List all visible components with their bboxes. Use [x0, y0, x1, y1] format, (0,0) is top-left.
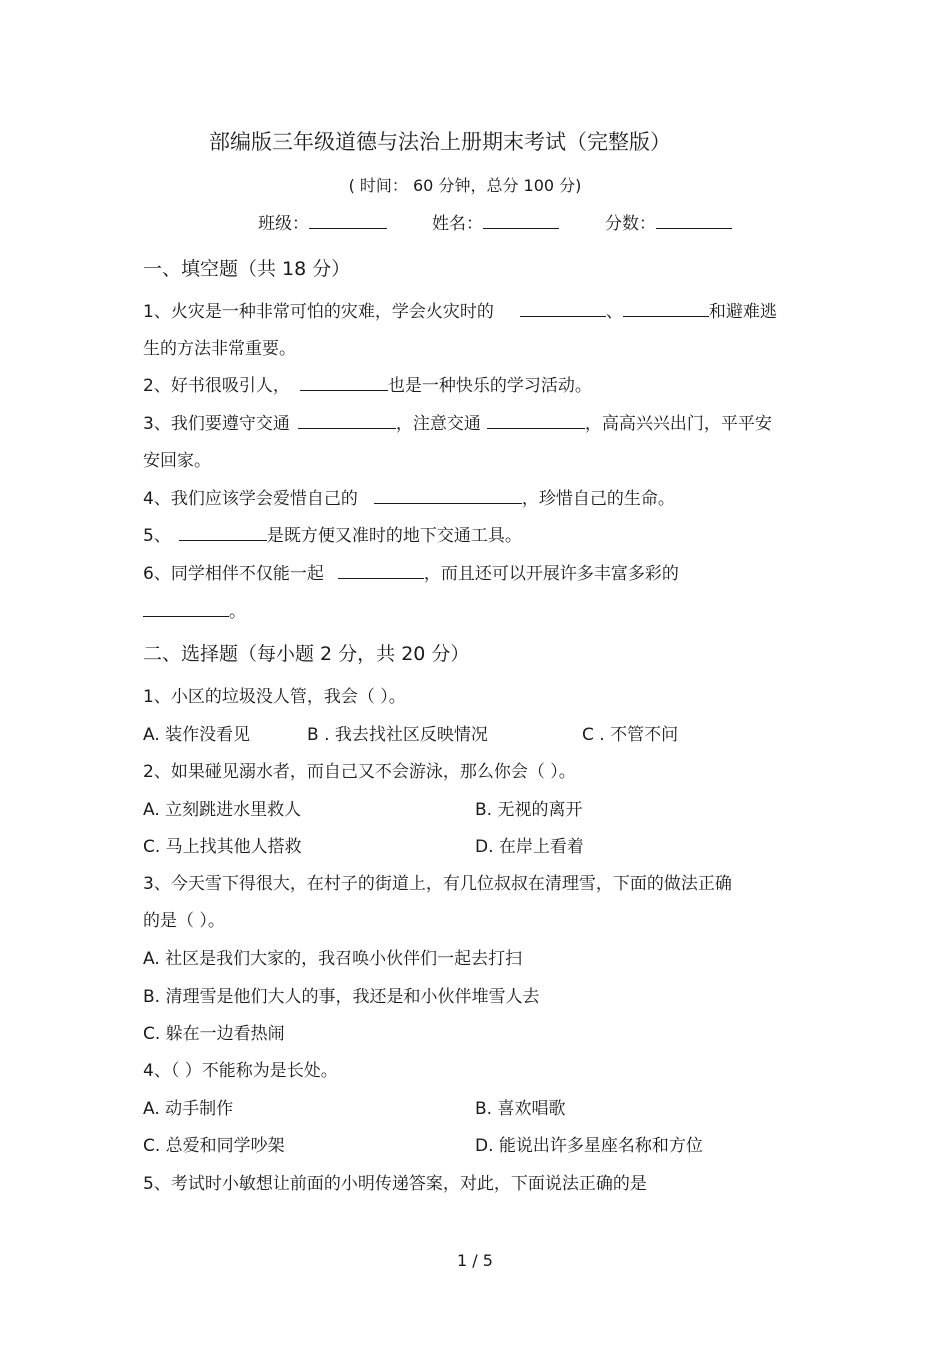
s1-question-3: [143, 412, 772, 435]
s2-question-1: 1、小区的垃圾没人管，我会（ ）。: [143, 687, 406, 707]
s2-q3-option-b[interactable]: B. 清理雪是他们大人的事，我还是和小伙伴堆雪人去: [143, 987, 540, 1007]
s2-q2-option-c[interactable]: C. 马上找其他人搭救: [143, 837, 302, 857]
name-label: 姓名：: [432, 214, 483, 234]
s1-q1-tail: 和避难逃: [708, 302, 777, 322]
s1-q5-tail: 是既方便又准时的地下交通工具。: [266, 526, 522, 546]
class-label: 班级：: [258, 214, 309, 234]
name-blank[interactable]: [483, 212, 559, 229]
s2-q1-option-a[interactable]: A. 装作没看见: [143, 725, 251, 745]
s1-q1-blank-2[interactable]: [623, 300, 709, 317]
s2-q4-option-a[interactable]: A. 动手制作: [143, 1099, 234, 1119]
s1-q1-text: 1、火灾是一种非常可怕的灾难，学会火灾时的: [143, 302, 494, 322]
page-title: 部编版三年级道德与法治上册期末考试（完整版）: [209, 130, 671, 154]
s1-q3-text: 3、我们要遵守交通: [143, 414, 290, 434]
s1-q2-tail: 也是一种快乐的学习活动。: [387, 376, 592, 396]
s2-q3-continued: 的是（ ）。: [143, 911, 225, 931]
s2-q4-option-c[interactable]: C. 总爱和同学吵架: [143, 1136, 285, 1156]
s2-q4-option-d[interactable]: D. 能说出许多星座名称和方位: [475, 1136, 703, 1156]
s1-q5-blank[interactable]: [179, 524, 267, 541]
s1-q2-text: 2、好书很吸引人，: [143, 376, 290, 396]
s1-q4-text: 4、我们应该学会爱惜自己的: [143, 489, 358, 509]
s1-q3-tail: ，高高兴兴出门，平平安: [584, 414, 772, 434]
info-class: [258, 212, 387, 235]
s1-q6-blank-2[interactable]: [143, 600, 229, 617]
score-blank[interactable]: [656, 212, 732, 229]
s1-q4-blank[interactable]: [374, 487, 522, 504]
s2-q2-option-a[interactable]: A. 立刻跳进水里救人: [143, 800, 302, 820]
s2-q2-option-d[interactable]: D. 在岸上看着: [475, 837, 584, 857]
s1-q1-sep: 、: [605, 302, 623, 322]
s2-question-5: 5、考试时小敏想让前面的小明传递答案，对此，下面说法正确的是: [143, 1174, 647, 1194]
s1-question-6: [143, 562, 679, 585]
s1-q3-blank-1[interactable]: [298, 412, 396, 429]
info-score: [605, 212, 732, 235]
s1-question-2: [143, 374, 592, 397]
s1-q4-tail: ，珍惜自己的生命。: [521, 489, 675, 509]
s2-q3-option-a[interactable]: A. 社区是我们大家的，我召唤小伙伴们一起去打扫: [143, 949, 523, 969]
s2-q1-option-c[interactable]: C . 不管不问: [582, 725, 679, 745]
s2-q2-option-b[interactable]: B. 无视的离开: [475, 800, 583, 820]
s2-q4-option-b[interactable]: B. 喜欢唱歌: [475, 1099, 566, 1119]
section2-heading: 二、选择题（每小题 2 分，共 20 分）: [143, 643, 470, 665]
s1-q6-blank-1[interactable]: [338, 562, 424, 579]
info-name: [432, 212, 559, 235]
s1-q6-tail: 。: [229, 602, 246, 622]
s1-q3-mid: ，注意交通: [395, 414, 481, 434]
s2-q3-option-c[interactable]: C. 躲在一边看热闹: [143, 1024, 285, 1044]
s1-q5-num: 5、: [143, 526, 171, 546]
s1-q3-blank-2[interactable]: [487, 412, 585, 429]
s2-q1-option-b[interactable]: B . 我去找社区反映情况: [307, 725, 488, 745]
s1-question-4: [143, 487, 675, 510]
s1-q1-blank-1[interactable]: [520, 300, 606, 317]
exam-subtitle: ( 时间： 60 分钟，总分 100 分): [348, 176, 582, 195]
page-number: 1 / 5: [457, 1251, 493, 1270]
s1-q6-continued: [143, 600, 246, 623]
s2-question-4: 4、（ ）不能称为是长处。: [143, 1061, 338, 1081]
score-label: 分数：: [605, 214, 656, 234]
class-blank[interactable]: [309, 212, 387, 229]
s1-q6-text: 6、同学相伴不仅能一起: [143, 564, 324, 584]
s2-question-3: 3、今天雪下得很大，在村子的街道上，有几位叔叔在清理雪，下面的做法正确: [143, 874, 732, 894]
s1-q6-mid: ，而且还可以开展许多丰富多彩的: [423, 564, 679, 584]
s1-q2-blank[interactable]: [300, 374, 388, 391]
section1-heading: 一、填空题（共 18 分）: [143, 258, 351, 280]
s1-q1-continued: 生的方法非常重要。: [143, 339, 296, 359]
s1-question-1: [143, 300, 777, 323]
s1-q3-continued: 安回家。: [143, 451, 211, 471]
s2-question-2: 2、如果碰见溺水者，而自己又不会游泳，那么你会（ ）。: [143, 762, 576, 782]
s1-question-5: [143, 524, 522, 547]
